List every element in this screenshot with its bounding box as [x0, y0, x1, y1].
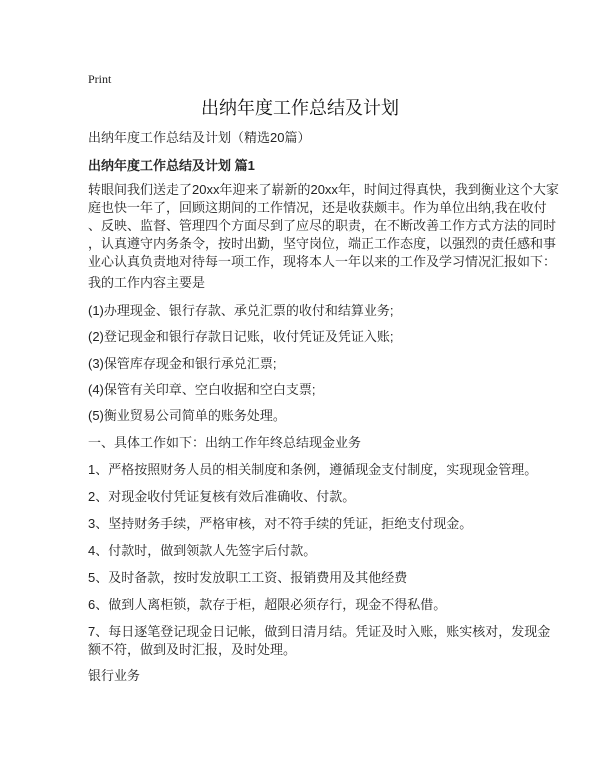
- section-heading: 出纳年度工作总结及计划 篇1: [88, 158, 255, 173]
- intro-paragraph: [88, 181, 559, 271]
- item-7-line: 额不符，做到及时汇报，及时处理。: [88, 642, 297, 657]
- intro-line: 庭也快一年了，回顾这期间的工作情况，还是收获颇丰。作为单位出纳,我在收付: [88, 200, 547, 215]
- paragraph: 1、严格按照财务人员的相关制度和条例，遵循现金支付制度，实现现金管理。: [88, 462, 538, 477]
- item-7-paragraph: [88, 623, 550, 659]
- bank-heading: 银行业务: [88, 668, 141, 683]
- paragraph: 5、及时备款，按时发放职工工资、报销费用及其他经费: [88, 570, 408, 585]
- paragraph: 6、做到人离柜锁，款存于柜，超限必须存行，现金不得私借。: [88, 597, 447, 612]
- intro-line: 转眼间我们送走了20xx年迎来了崭新的20xx年，时间过得真快，我到衡业这个大家: [88, 182, 559, 197]
- intro-line: 、反映、监督、管理四个方面尽到了应尽的职责，在不断改善工作方式方法的同时: [88, 218, 557, 233]
- page-title: 出纳年度工作总结及计划: [201, 98, 399, 118]
- paragraph: 4、付款时，做到领款人先签字后付款。: [88, 543, 317, 558]
- intro-line: ，认真遵守内务条令，按时出勤，坚守岗位，端正工作态度，以强烈的责任感和事: [88, 236, 557, 251]
- paragraph: (2)登记现金和银行存款日记账，收付凭证及凭证入账;: [88, 329, 394, 344]
- paragraph: (4)保管有关印章、空白收据和空白支票;: [88, 382, 316, 397]
- paragraph: 我的工作内容主要是: [88, 275, 206, 290]
- item-7-line: 7、每日逐笔登记现金日记帐，做到日清月结。凭证及时入账，账实核对，发现金: [88, 624, 551, 639]
- paragraph: (1)办理现金、银行存款、承兑汇票的收付和结算业务;: [88, 303, 394, 318]
- intro-line: 业心认真负责地对待每一项工作，现将本人一年以来的工作及学习情况汇报如下：: [88, 254, 557, 269]
- paragraph: 2、对现金收付凭证复核有效后准确收、付款。: [88, 489, 356, 504]
- paragraph: (5)衡业贸易公司简单的账务处理。: [88, 408, 286, 423]
- paragraph: (3)保管库存现金和银行承兑汇票;: [88, 356, 277, 371]
- paragraph: 3、坚持财务手续，严格审核，对不符手续的凭证，拒绝支付现金。: [88, 516, 473, 531]
- paragraph: 一、具体工作如下：出纳工作年终总结现金业务: [88, 435, 362, 450]
- document-subtitle: 出纳年度工作总结及计划（精选20篇）: [88, 130, 311, 145]
- print-label: Print: [88, 72, 112, 86]
